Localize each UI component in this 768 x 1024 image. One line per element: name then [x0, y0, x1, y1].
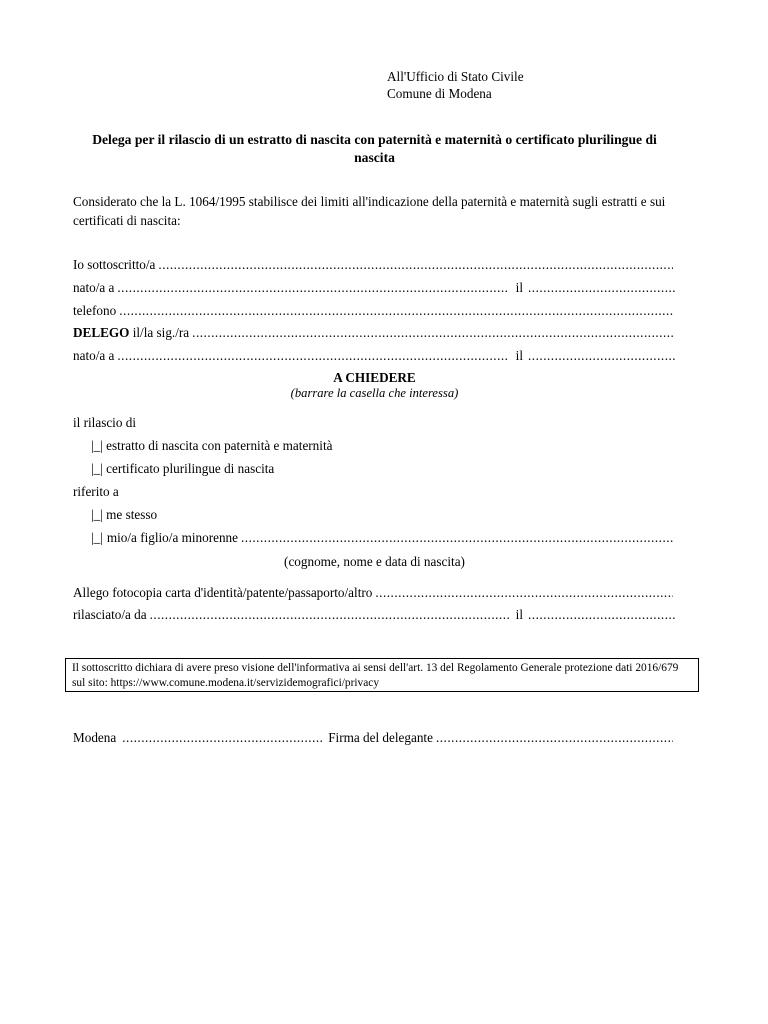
undersigned-dots [158, 257, 673, 273]
birthdate-label-1: il [515, 280, 523, 295]
birthdate-dots-1 [528, 280, 676, 296]
issued-on-dots [528, 607, 676, 623]
child-note: (cognome, nome e data di nascita) [284, 554, 465, 569]
birthdate-dots-2 [528, 348, 676, 364]
issued-by-dots [150, 607, 509, 623]
delegate-label-rest: il/la sig./ra [132, 325, 190, 340]
date-dots [122, 730, 322, 746]
option-extract[interactable] [91, 438, 332, 454]
option-certificate[interactable] [91, 461, 274, 477]
checkbox-self[interactable]: |_| [91, 507, 103, 522]
phone-field[interactable] [73, 303, 676, 321]
option-child-label: mio/a figlio/a minorenne [106, 530, 238, 545]
recipient-office: All'Ufficio di Stato Civile [387, 69, 524, 84]
signature-line[interactable] [73, 730, 676, 748]
delegate-keyword: DELEGO [73, 325, 130, 340]
checkbox-certificate[interactable]: |_| [91, 461, 103, 476]
birthplace-label-1: nato/a a [73, 280, 115, 295]
referred-label: riferito a [73, 484, 119, 499]
request-subheading: (barrare la casella che interessa) [290, 386, 459, 400]
issued-by-field[interactable] [73, 607, 676, 625]
request-heading: A CHIEDERE [333, 370, 416, 385]
delegate-label [73, 325, 189, 341]
birthdate-label-2: il [515, 348, 523, 363]
intro-paragraph: Considerato che la L. 1064/1995 stabilisce dei limiti all'indicazione della paternità e maternità sugli estratti e sui certificati di nascita: [73, 194, 666, 228]
signature-dots [436, 730, 673, 746]
issue-label: il rilascio di [73, 415, 136, 430]
undersigned-label: Io sottoscritto/a [73, 257, 156, 272]
checkbox-child[interactable]: |_| [91, 530, 103, 545]
privacy-notice-box [65, 658, 699, 692]
attachment-dots [375, 585, 673, 601]
checkbox-extract[interactable]: |_| [91, 438, 103, 453]
page-title: Delega per il rilascio di un estratto di nascita con paternità e maternità o certificato plurilingue di nascita [92, 132, 657, 165]
birthplace-field-1[interactable] [73, 280, 676, 298]
option-self-label: me stesso [106, 507, 158, 522]
birthplace-dots-2 [117, 348, 508, 364]
phone-dots [119, 303, 673, 319]
undersigned-field[interactable] [73, 257, 676, 275]
issued-on-label: il [515, 607, 523, 622]
attachment-field[interactable] [73, 585, 676, 603]
delegate-field[interactable] [73, 325, 676, 343]
option-extract-label: estratto di nascita con paternità e maternità [106, 438, 333, 453]
delegate-dots [192, 325, 673, 341]
phone-label: telefono [73, 303, 117, 318]
option-certificate-label: certificato plurilingue di nascita [106, 461, 275, 476]
privacy-notice: Il sottoscritto dichiara di avere preso visione dell'informativa ai sensi dell'art. 13 del Regolamento Generale protezione dati 2016/679 sul sito: https://www.comune.modena.it/servizidemografici/privacy [72, 662, 679, 689]
recipient-city: Comune di Modena [387, 86, 492, 101]
child-dots [241, 530, 673, 546]
place-label: Modena [73, 730, 117, 745]
option-child[interactable] [91, 530, 676, 548]
attachment-label: Allego fotocopia carta d'identità/patente/passaporto/altro [73, 585, 373, 600]
birthplace-field-2[interactable] [73, 348, 676, 366]
birthplace-label-2: nato/a a [73, 348, 115, 363]
birthplace-dots-1 [117, 280, 508, 296]
signature-label: Firma del delegante [328, 730, 433, 745]
issued-by-label: rilasciato/a da [73, 607, 147, 622]
option-self[interactable] [91, 507, 157, 523]
